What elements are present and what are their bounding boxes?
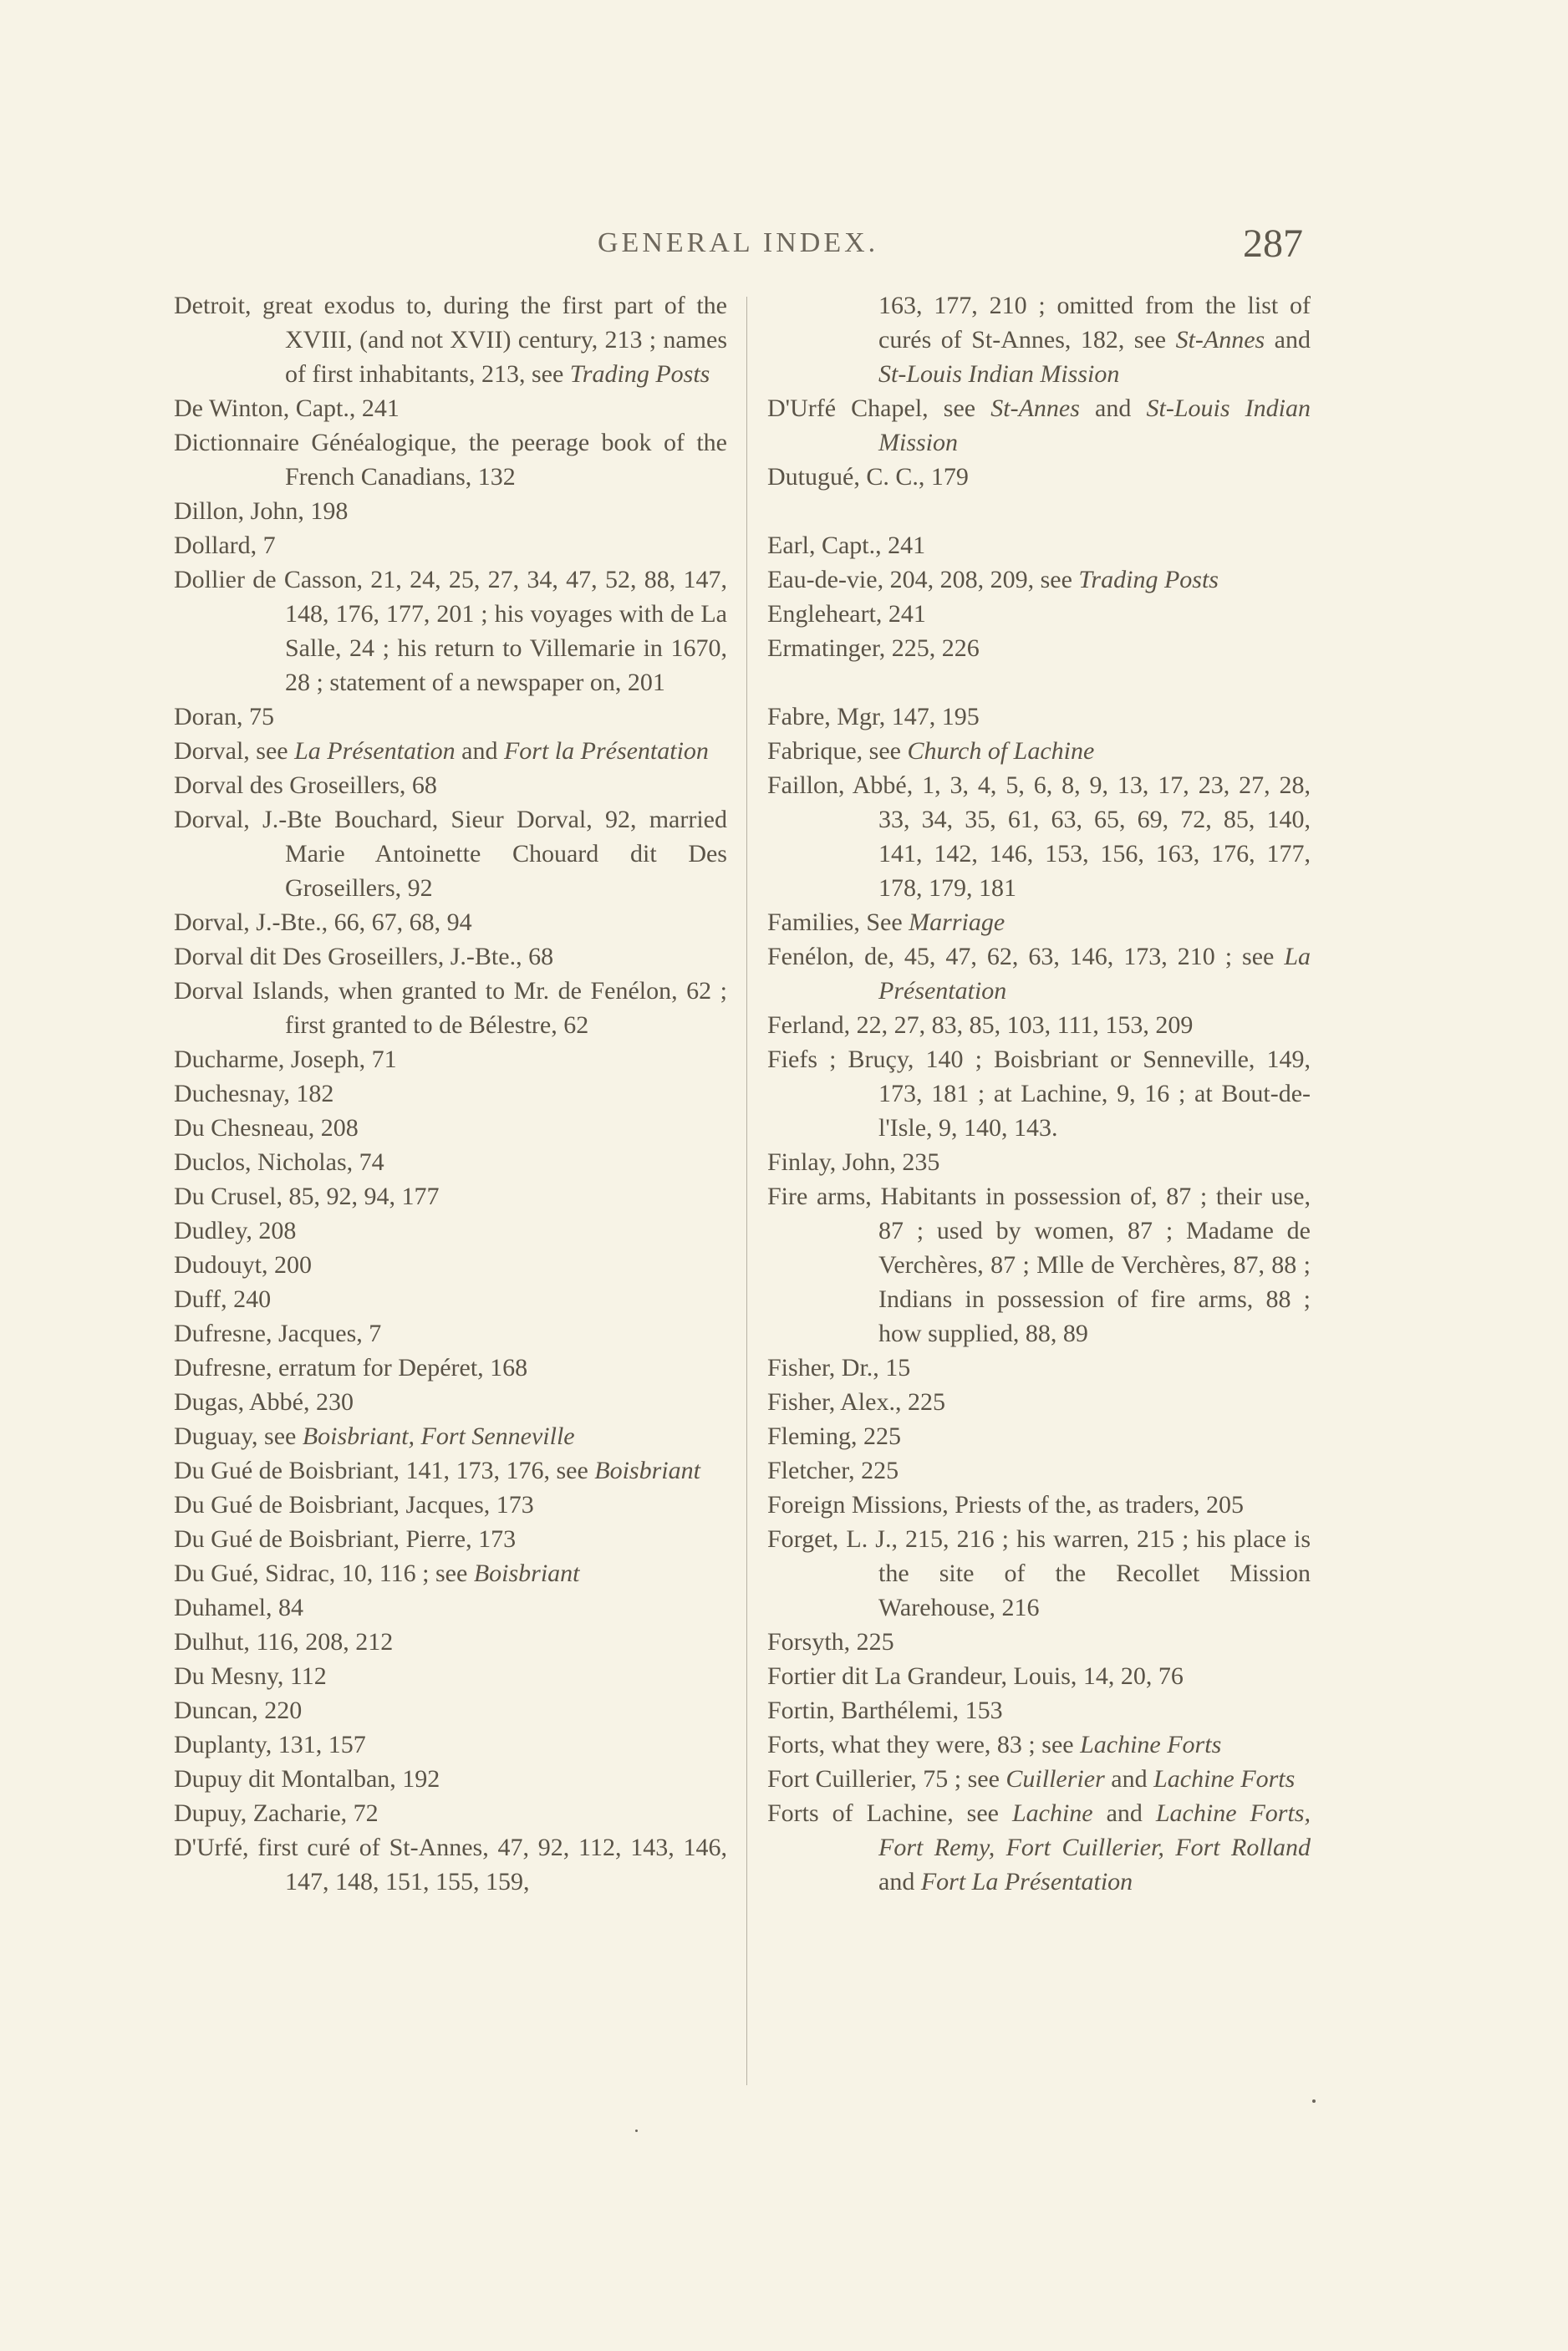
index-entry <box>174 1796 727 1830</box>
index-entry-text: Fabre, Mgr, 147, 195 <box>767 703 980 730</box>
index-entry <box>767 1453 1311 1488</box>
index-entry <box>174 1042 727 1076</box>
index-entry <box>174 1625 727 1659</box>
index-entry-text: Du Gué de Boisbriant, 141, 173, 176, see <box>174 1457 595 1484</box>
index-entry-text: Dudouyt, 200 <box>174 1251 312 1279</box>
index-entry-text: Dollier de Casson, 21, 24, 25, 27, 34, 47, 52, 88, 147, 148, 176, 177, 201 ; his voyages with de La Salle, 24 ; his return to Villemarie in 1670, 28 ; statement of a newspaper on, 201 <box>174 566 727 696</box>
index-entry <box>767 1693 1311 1728</box>
index-entry-reference: Lachine <box>1011 1799 1093 1827</box>
column-divider <box>746 297 747 2085</box>
index-entry-text: Du Crusel, 85, 92, 94, 177 <box>174 1183 440 1210</box>
index-entry <box>174 288 727 391</box>
index-entry-text: Fleming, 225 <box>767 1422 902 1450</box>
index-entry-text: Dulhut, 116, 208, 212 <box>174 1628 394 1656</box>
index-entry <box>174 700 727 734</box>
index-entry-reference: Boisbriant <box>473 1560 580 1587</box>
index-entry <box>174 494 727 528</box>
index-entry-text: Dorval, J.-Bte., 66, 67, 68, 94 <box>174 908 472 936</box>
index-entry <box>174 1282 727 1316</box>
index-entry <box>174 1076 727 1111</box>
index-entry-text: Foreign Missions, Priests of the, as traders, 205 <box>767 1491 1244 1519</box>
index-entry <box>767 1042 1311 1145</box>
index-entry-text: Faillon, Abbé, 1, 3, 4, 5, 6, 8, 9, 13, 17, 23, 27, 28, 33, 34, 35, 61, 63, 65, 69, 72, 85, 140, 141, 142, 146, 153, 156, 163, 176, 177, 178, 179, 181 <box>767 771 1311 902</box>
index-entry-text: Dollard, 7 <box>174 532 276 559</box>
index-entry <box>767 1796 1311 1899</box>
index-entry <box>767 1145 1311 1179</box>
index-entry-text: and <box>878 1868 921 1896</box>
index-entry <box>767 734 1311 768</box>
index-entry <box>174 391 727 425</box>
index-entry-text: and <box>1104 1765 1154 1793</box>
index-entry-text: Fenélon, de, 45, 47, 62, 63, 146, 173, 210 ; see <box>767 943 1285 970</box>
paper-speck <box>635 2130 638 2132</box>
index-entry-text: Dudley, 208 <box>174 1217 297 1244</box>
index-entry-text: Fort Cuillerier, 75 ; see <box>767 1765 1006 1793</box>
index-entry-text: Fisher, Alex., 225 <box>767 1388 945 1416</box>
index-entry <box>767 460 1311 494</box>
index-entry <box>174 1830 727 1899</box>
index-entry-reference: Lachine Forts, Fort Remy, Fort Cuillerier, Fort Rolland <box>878 1799 1311 1861</box>
index-entry-text: Duhamel, 84 <box>174 1594 303 1621</box>
index-entry-text: Duchesnay, 182 <box>174 1080 334 1107</box>
index-entry-text: Dorval des Groseillers, 68 <box>174 771 437 799</box>
index-entry-text: Dufresne, erratum for Depéret, 168 <box>174 1354 528 1382</box>
index-letter-gap <box>767 494 1311 528</box>
index-entry <box>174 425 727 494</box>
index-entry-text: Ermatinger, 225, 226 <box>767 634 980 662</box>
index-entry-text: Ducharme, Joseph, 71 <box>174 1046 397 1073</box>
index-entry-text: Duff, 240 <box>174 1285 272 1313</box>
index-entry-text: Doran, 75 <box>174 703 274 730</box>
index-entry-text: Families, See <box>767 908 909 936</box>
index-entry-reference: St-Louis Indian Mission <box>878 394 1311 456</box>
index-entry <box>174 974 727 1042</box>
index-entry <box>174 1419 727 1453</box>
running-head: GENERAL INDEX. <box>598 227 879 258</box>
index-entry-text: Dupuy dit Montalban, 192 <box>174 1765 440 1793</box>
index-entry-text: Duplanty, 131, 157 <box>174 1731 366 1758</box>
index-entry <box>174 1693 727 1728</box>
index-entry <box>767 288 1311 391</box>
index-entry-text: Forts, what they were, 83 ; see <box>767 1731 1081 1758</box>
index-entry <box>174 734 727 768</box>
index-entry <box>174 1590 727 1625</box>
index-entry-text: Du Chesneau, 208 <box>174 1114 359 1142</box>
index-entry-text: Dorval dit Des Groseillers, J.-Bte., 68 <box>174 943 554 970</box>
index-entry <box>174 1111 727 1145</box>
index-entry-text: Finlay, John, 235 <box>767 1148 940 1176</box>
index-entry <box>174 1351 727 1385</box>
index-entry <box>174 1385 727 1419</box>
index-entry-reference: Church of Lachine <box>907 737 1095 765</box>
index-entry-text: Forsyth, 225 <box>767 1628 894 1656</box>
index-entry <box>767 1385 1311 1419</box>
index-entry-text: Dupuy, Zacharie, 72 <box>174 1799 379 1827</box>
index-entry-reference: Marriage <box>909 908 1005 936</box>
index-entry-reference: Boisbriant, Fort Senneville <box>302 1422 575 1450</box>
index-entry-text: Dugas, Abbé, 230 <box>174 1388 354 1416</box>
index-entry <box>767 631 1311 665</box>
index-entry <box>767 1625 1311 1659</box>
index-entry-reference: Trading Posts <box>569 360 710 388</box>
index-entry-text: Fiefs ; Bruçy, 140 ; Boisbriant or Senneville, 149, 173, 181 ; at Lachine, 9, 16 ; at Bout-de-l'Isle, 9, 140, 143. <box>767 1046 1311 1142</box>
index-entry <box>174 1488 727 1522</box>
index-entry-text: and <box>1092 1799 1156 1827</box>
index-entry <box>767 528 1311 562</box>
index-entry-text: Du Gué, Sidrac, 10, 116 ; see <box>174 1560 474 1587</box>
index-entry <box>767 905 1311 939</box>
index-entry-text: Dufresne, Jacques, 7 <box>174 1320 382 1347</box>
index-entry-reference: Boisbriant <box>594 1457 700 1484</box>
index-entry <box>174 1214 727 1248</box>
index-entry-text: Du Mesny, 112 <box>174 1662 327 1690</box>
index-entry <box>767 1659 1311 1693</box>
index-entry-reference: La Présentation <box>878 943 1311 1005</box>
index-entry-text: Fisher, Dr., 15 <box>767 1354 911 1382</box>
index-letter-gap <box>767 665 1311 700</box>
index-entry <box>174 1453 727 1488</box>
index-entry <box>767 939 1311 1008</box>
index-entry-text: Du Gué de Boisbriant, Jacques, 173 <box>174 1491 534 1519</box>
index-entry-text: Duclos, Nicholas, 74 <box>174 1148 384 1176</box>
index-entry-text: and <box>1079 394 1147 422</box>
index-entry-text: Fire arms, Habitants in possession of, 87 ; their use, 87 ; used by women, 87 ; Madame de Verchères, 87 ; Mlle de Verchères, 87, 88 ; Indians in possession of fire arms, 88 ; how supplied, 88, 89 <box>767 1183 1311 1347</box>
index-entry <box>174 905 727 939</box>
index-entry <box>767 1488 1311 1522</box>
index-entry-text: Detroit, great exodus to, during the first part of the XVIII, (and not XVII) century, 213 ; names of first inhabitants, 213, see <box>174 292 727 388</box>
index-entry-text: Dorval, J.-Bte Bouchard, Sieur Dorval, 92, married Marie Antoinette Chouard dit Des Groseillers, 92 <box>174 806 727 902</box>
index-entry-text: Fortin, Barthélemi, 153 <box>767 1697 1003 1724</box>
page-number: 287 <box>1243 221 1303 266</box>
index-entry-text: Earl, Capt., 241 <box>767 532 926 559</box>
index-entry-text: Dorval, see <box>174 737 295 765</box>
index-entry-text: D'Urfé, first curé of St-Annes, 47, 92, 112, 143, 146, 147, 148, 151, 155, 159, <box>174 1834 727 1896</box>
index-entry <box>174 768 727 802</box>
paper-speck <box>1312 2099 1316 2103</box>
index-entry <box>767 562 1311 597</box>
index-entry-text: D'Urfé Chapel, see <box>767 394 991 422</box>
index-entry <box>174 562 727 700</box>
index-entry-reference: Lachine Forts <box>1080 1731 1222 1758</box>
index-entry-text: and <box>455 737 504 765</box>
index-entry <box>767 1522 1311 1625</box>
index-entry-reference: St-Annes <box>1175 326 1265 354</box>
index-entry-text: Engleheart, 241 <box>767 600 926 628</box>
index-entry-text: and <box>1265 326 1311 354</box>
index-entry <box>174 1522 727 1556</box>
index-entry-text: Duncan, 220 <box>174 1697 303 1724</box>
index-entry <box>174 1659 727 1693</box>
index-entry <box>174 1145 727 1179</box>
index-entry-text: Du Gué de Boisbriant, Pierre, 173 <box>174 1525 517 1553</box>
index-entry <box>174 939 727 974</box>
index-entry-reference: St-Louis Indian Mission <box>878 360 1120 388</box>
index-entry-reference: Fort La Présentation <box>920 1868 1133 1896</box>
index-entry-text: Forget, L. J., 215, 216 ; his warren, 215 ; his place is the site of the Recollet Mission Warehouse, 216 <box>767 1525 1311 1621</box>
index-entry <box>767 1351 1311 1385</box>
index-entry-reference: Lachine Forts <box>1153 1765 1296 1793</box>
index-entry <box>767 1728 1311 1762</box>
index-entry <box>174 1179 727 1214</box>
index-entry-text: Duguay, see <box>174 1422 303 1450</box>
index-column-right <box>767 288 1311 1899</box>
index-entry-text: Dutugué, C. C., 179 <box>767 463 969 491</box>
index-entry-reference: La Présentation <box>294 737 456 765</box>
index-entry-reference: Fort la Présentation <box>503 737 709 765</box>
index-entry-text: Eau-de-vie, 204, 208, 209, see <box>767 566 1079 593</box>
index-entry <box>174 528 727 562</box>
index-entry <box>767 1419 1311 1453</box>
index-entry-text: Dorval Islands, when granted to Mr. de Fenélon, 62 ; first granted to de Bélestre, 62 <box>174 977 727 1039</box>
index-entry-text: Ferland, 22, 27, 83, 85, 103, 111, 153, 209 <box>767 1011 1194 1039</box>
index-entry <box>767 1762 1311 1796</box>
index-entry-reference: Trading Posts <box>1078 566 1219 593</box>
index-entry <box>767 391 1311 460</box>
index-entry-text: Fortier dit La Grandeur, Louis, 14, 20, 76 <box>767 1662 1184 1690</box>
index-entry <box>174 802 727 905</box>
index-entry <box>174 1762 727 1796</box>
index-entry-text: De Winton, Capt., 241 <box>174 394 400 422</box>
index-entry <box>767 768 1311 905</box>
index-entry-text: Dictionnaire Généalogique, the peerage book of the French Canadians, 132 <box>174 429 727 491</box>
index-entry-text: Fabrique, see <box>767 737 908 765</box>
index-entry-text: Fletcher, 225 <box>767 1457 899 1484</box>
index-entry <box>767 1179 1311 1351</box>
index-entry-text: Dillon, John, 198 <box>174 497 349 525</box>
index-entry <box>174 1728 727 1762</box>
index-entry-text: 163, 177, 210 ; omitted from the list of curés of St-Annes, 182, see <box>878 292 1311 354</box>
index-entry <box>767 700 1311 734</box>
index-entry <box>767 597 1311 631</box>
index-column-left <box>174 288 727 1899</box>
index-entry-reference: Cuillerier <box>1005 1765 1105 1793</box>
index-entry <box>767 1008 1311 1042</box>
index-entry <box>174 1248 727 1282</box>
index-entry-reference: St-Annes <box>990 394 1080 422</box>
index-entry-text: Forts of Lachine, see <box>767 1799 1012 1827</box>
index-entry <box>174 1556 727 1590</box>
index-entry <box>174 1316 727 1351</box>
